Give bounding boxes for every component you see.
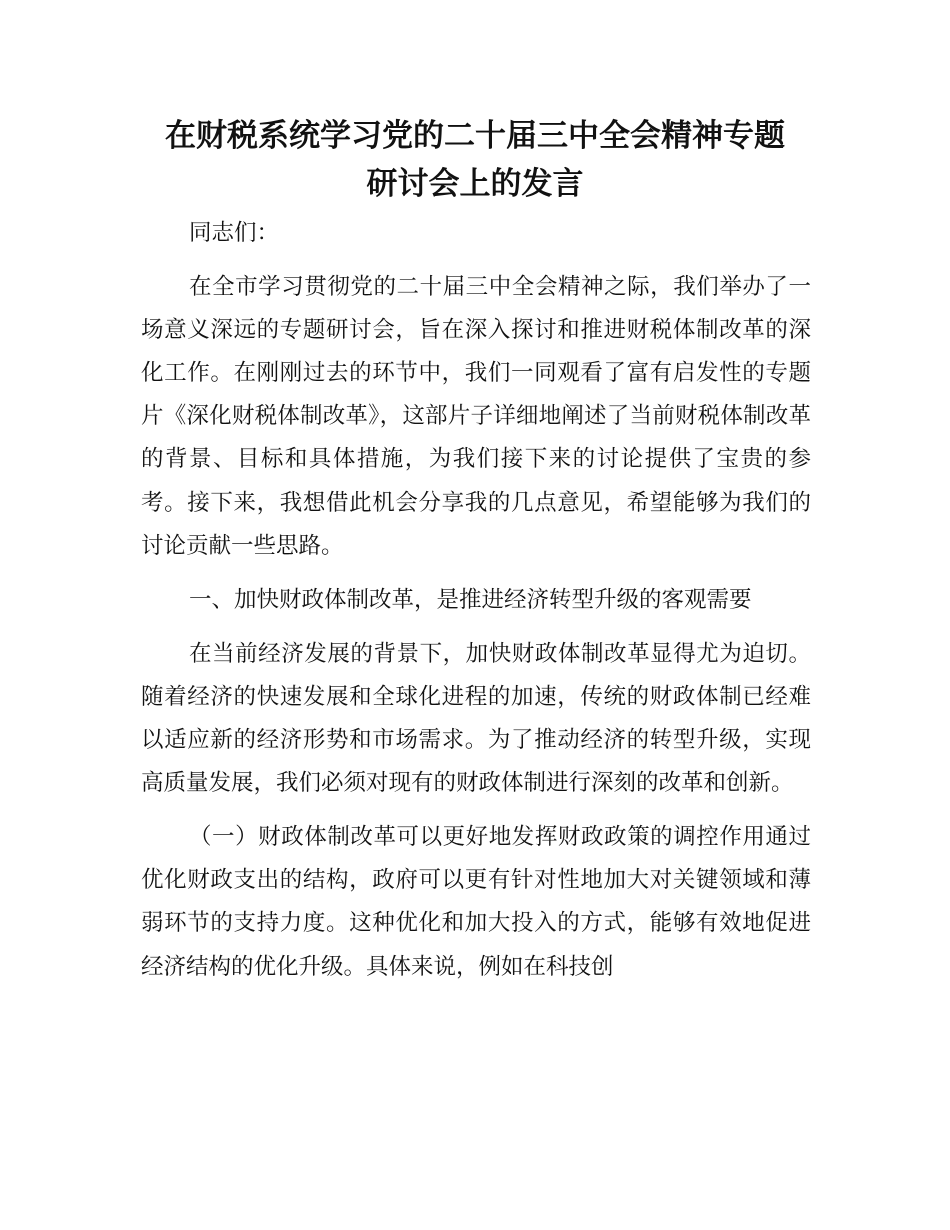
- document-body: [141, 212, 811, 989]
- paragraph-intro: 在全市学习贯彻党的二十届三中全会精神之际，我们举办了一场意义深远的专题研讨会，旨在深入探讨和推进财税体制改革的深化工作。在刚刚过去的环节中，我们一同观看了富有启发性的专题片《深化财税体制改革》，这部片子详细地阐述了当前财税体制改革的背景、目标和具体措施，为我们接下来的讨论提供了宝贵的参考。接下来，我想借此机会分享我的几点意见，希望能够为我们的讨论贡献一些思路。: [141, 274, 811, 559]
- salutation: 同志们：: [189, 220, 280, 246]
- paragraph-section-1: 在当前经济发展的背景下，加快财政体制改革显得尤为迫切。随着经济的快速发展和全球化进程的加速，传统的财政体制已经难以适应新的经济形势和市场需求。为了推动经济的转型升级，实现高质量发展，我们必须对现有的财政体制进行深刻的改革和创新。: [141, 640, 811, 797]
- section-heading-1: 一、加快财政体制改革，是推进经济转型升级的客观需要: [189, 586, 752, 613]
- title-line-2: 研讨会上的发言: [366, 166, 584, 202]
- paragraph-subsection-1: （一）财政体制改革可以更好地发挥财政政策的调控作用通过优化财政支出的结构，政府可以更有针对性地加大对关键领域和薄弱环节的支持力度。这种优化和加大投入的方式，能够有效地促进经济结构的优化升级。具体来说，例如在科技创: [141, 824, 811, 980]
- title-line-1: 在财税系统学习党的二十届三中全会精神专题: [165, 118, 785, 154]
- document-title: [100, 112, 850, 208]
